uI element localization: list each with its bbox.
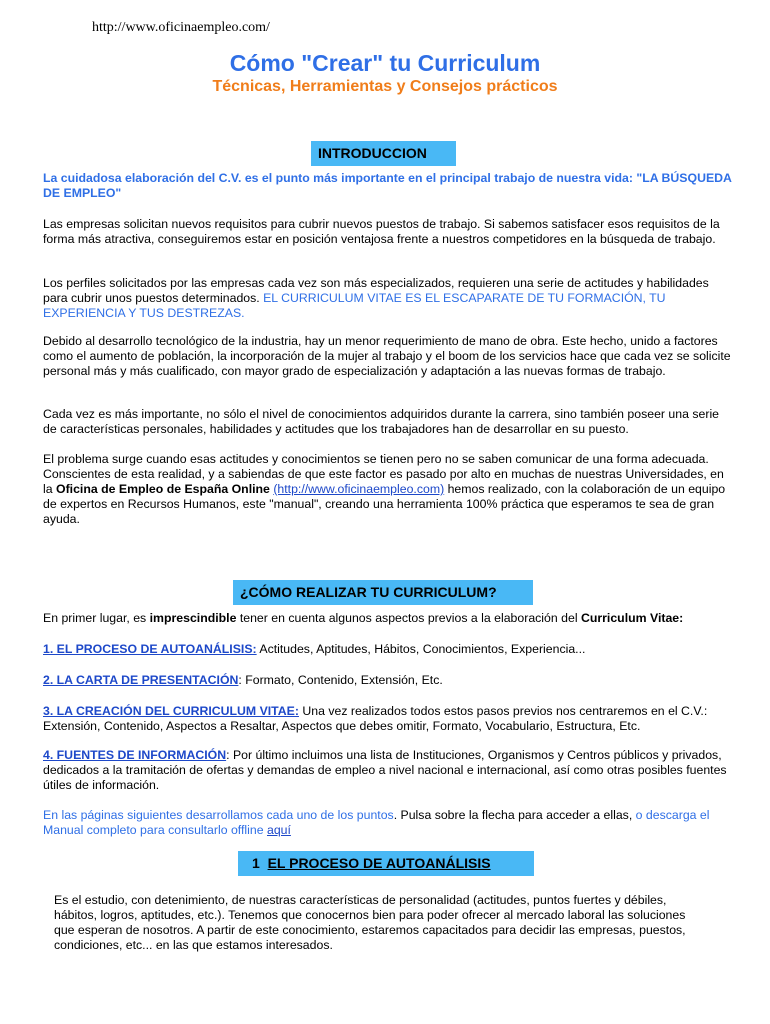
section1-heading-text: EL PROCESO DE AUTOANÁLISIS: [267, 855, 491, 871]
office-website-link[interactable]: (http://www.oficinaempleo.com): [273, 482, 445, 496]
office-name: Oficina de Empleo de España Online: [56, 482, 270, 496]
page-url: http://www.oficinaempleo.com/: [92, 20, 270, 35]
howto-intro-b: tener en cuenta algunos aspectos previos a la elaboración del: [236, 611, 581, 625]
howto-item: [43, 673, 733, 688]
howto-item-link-autoanalisis[interactable]: 1. EL PROCESO DE AUTOANÁLISIS:: [43, 642, 257, 656]
intro-paragraph-2-highlight: EL CURRICULUM VITAE ES EL ESCAPARATE DE TU FORMACIÓN, TU EXPERIENCIA Y TUS DESTREZAS.: [43, 291, 666, 320]
section1-heading: [238, 851, 534, 876]
section1-paragraph: Es el estudio, con detenimiento, de nuestras características de personalidad (actitudes, puntos fuertes y débiles, hábitos, logros, aptitudes, etc.). Tenemos que conocernos bien para poder ofrecer al mercado laboral las soluciones que esperan de nosotros. A partir de este conocimiento, estaremos capacitados para decidir las empresas, puestos, condiciones, etc... en las que estamos interesados.: [54, 893, 686, 952]
section1-heading-number: 1: [252, 855, 260, 871]
intro-paragraph-5-a: El problema surge cuando esas actitudes y conocimientos se tienen pero no se saben comunicar de una forma adecuada. Conscientes de esta realidad, y a sabiendas de que este factor es pasado por alto en muchas de nuestras Universidades, en la: [43, 452, 724, 496]
intro-paragraph-1: Las empresas solicitan nuevos requisitos para cubrir nuevos puestos de trabajo. Si sabemos satisfacer esos requisitos de la forma más atractiva, conseguiremos estar en posición ventajosa frente a nuestros competidores en la búsqueda de trabajo.: [43, 217, 720, 246]
intro-paragraph-2-text: Los perfiles solicitados por las empresas cada vez son más especializados, requieren una serie de actitudes y habilidades para cubrir unos puestos determinados.: [43, 276, 709, 305]
howto-item-text: Actitudes, Aptitudes, Hábitos, Conocimientos, Experiencia...: [256, 642, 586, 656]
intro-paragraph-3: Debido al desarrollo tecnológico de la industria, hay un menor requerimiento de mano de obra. Este hecho, unido a factores como el aumento de población, la incorporación de la mujer al trabajo y el boom de los servicios hace que cada vez se solicite personal más y más cualificado, con mayor grado de especialización y adaptación a las nuevas formas de trabajo.: [43, 334, 731, 378]
howto-item-text: : Por último incluimos una lista de Instituciones, Organismos y Centros públicos y privados, dedicados a la tramitación de ofertas y demandas de empleo a nivel nacional e internacional, así como otras posibles fuentes útiles de información.: [43, 748, 727, 792]
howto-item-link-fuentes[interactable]: 4. FUENTES DE INFORMACIÓN: [43, 748, 227, 762]
howto-intro-bold: imprescindible: [149, 611, 237, 625]
intro-paragraph-4: Cada vez es más importante, no sólo el nivel de conocimientos adquiridos durante la carrera, sino también poseer una serie de características personales, habilidades y actitudes que los trabajadores han de desarrollar en su puesto.: [43, 407, 720, 436]
howto-footer: [43, 808, 733, 838]
howto-item: [43, 642, 733, 657]
intro-paragraph-2: [43, 276, 733, 321]
download-manual-link[interactable]: aquí: [266, 823, 291, 837]
howto-heading: ¿CÓMO REALIZAR TU CURRICULUM?: [233, 580, 533, 605]
howto-intro-a: En primer lugar, es: [43, 611, 150, 625]
intro-lead: La cuidadosa elaboración del C.V. es el punto más importante en el principal trabajo de nuestra vida: "LA BÚSQUEDA DE EMPLEO": [43, 171, 732, 200]
howto-intro: [43, 611, 733, 626]
page-title: Cómo "Crear" tu Curriculum: [229, 50, 541, 76]
intro-paragraph-5: [43, 452, 733, 527]
howto-item-text: Una vez realizados todos estos pasos previos nos centraremos en el C.V.: Extensión, Contenido, Aspectos a Resaltar, Aspectos que debes omitir, Formato, Vocabulario, Estructura, Etc.: [43, 704, 708, 733]
howto-intro-bold-2: Curriculum Vitae:: [580, 611, 684, 625]
intro-heading: INTRODUCCION: [311, 141, 456, 166]
howto-item-link-creacion[interactable]: 3. LA CREACIÓN DEL CURRICULUM VITAE:: [43, 704, 299, 718]
intro-paragraph-5-b: hemos realizado, con la colaboración de un equipo de expertos en Recursos Humanos, este "manual", creando una herramienta 100% práctica que esperamos te sea de gran ayuda.: [43, 482, 726, 526]
howto-footer-black: . Pulsa sobre la flecha para acceder a ellas,: [393, 808, 636, 822]
howto-item-link-carta[interactable]: 2. LA CARTA DE PRESENTACIÓN: [43, 673, 239, 687]
howto-footer-blue-2: o descarga el Manual completo para consultarlo offline: [43, 808, 710, 837]
page-subtitle: Técnicas, Herramientas y Consejos prácticos: [212, 78, 558, 95]
howto-item: [43, 748, 733, 793]
howto-footer-blue-1: En las páginas siguientes desarrollamos cada uno de los puntos: [43, 808, 394, 822]
howto-item: [43, 704, 733, 734]
howto-item-text: : Formato, Contenido, Extensión, Etc.: [238, 673, 443, 687]
